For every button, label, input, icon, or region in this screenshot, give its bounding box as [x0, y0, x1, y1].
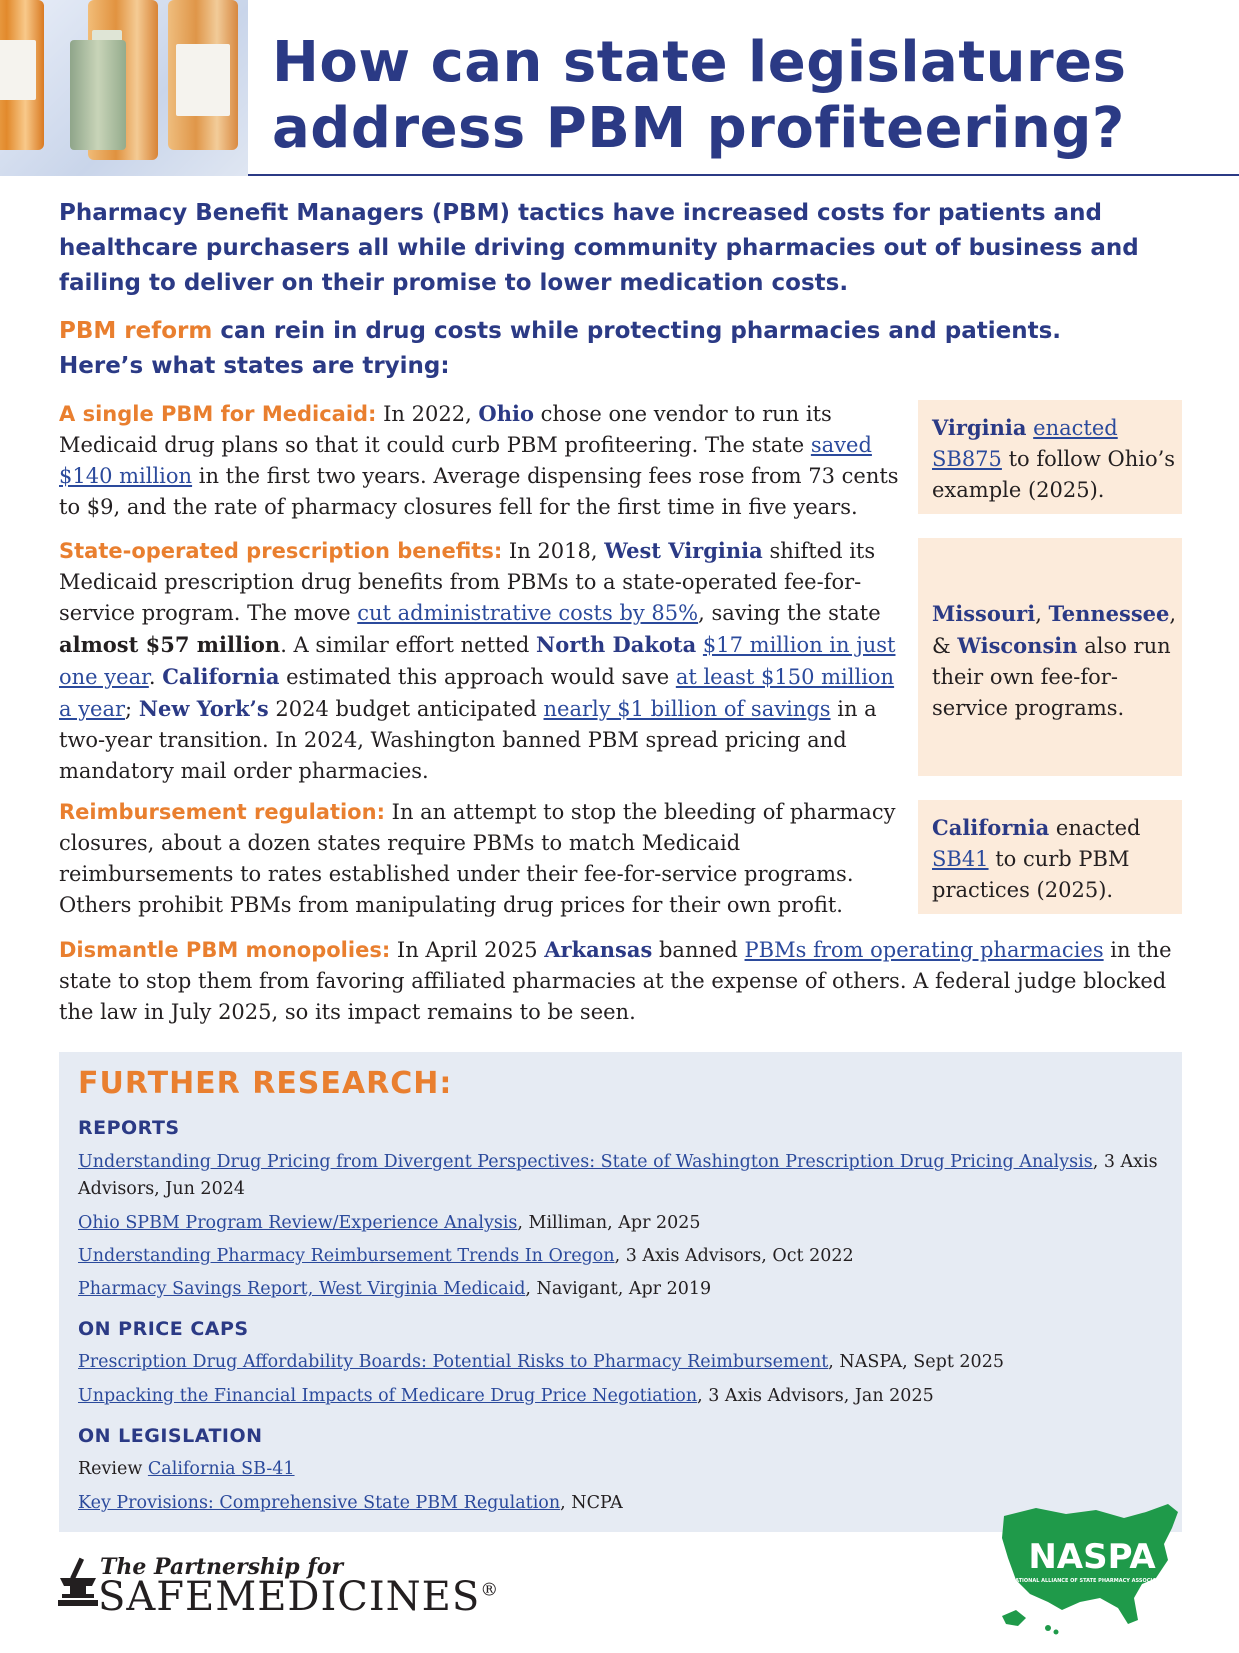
state-name: California [162, 664, 280, 689]
saved-140m-link[interactable]: saved $140 million [59, 433, 872, 488]
sidebar-text: , & [932, 602, 1177, 658]
psm-wordmark: SAFEMEDICINES [98, 1574, 481, 1620]
legislation-source: , NCPA [560, 1493, 623, 1513]
naspa-logo [996, 1498, 1182, 1640]
price-cap-item [78, 1383, 1168, 1410]
legislation-prefix: Review [78, 1459, 148, 1479]
california-savings-link[interactable]: at least $150 million a year [59, 665, 895, 721]
section-text: in a two-year transition. In 2024, Washington banned PBM spread pricing and mandatory mail order pharmacies. [59, 697, 877, 783]
state-name: North Dakota [536, 632, 697, 657]
registered-mark: ® [480, 1579, 500, 1601]
section-lead: A single PBM for Medicaid: [59, 402, 377, 426]
section-text: ; [125, 697, 139, 721]
section-text: In 2018, [502, 539, 605, 563]
section-lead: Reimbursement regulation: [59, 800, 385, 824]
intro-text: Pharmacy Benefit Managers (PBM) tactics have increased costs for patients and healthcare purchasers all while driving community pharmacies out of business and failing to deliver on their promise to lower medication costs. [59, 200, 1139, 296]
reform-line-2: Here’s what states are trying: [59, 353, 450, 379]
reform-lead: PBM reform [59, 318, 213, 344]
section-single-pbm [59, 398, 899, 523]
legislation-link[interactable]: California SB-41 [147, 1459, 295, 1479]
state-name: Ohio [478, 401, 534, 426]
header-image [0, 0, 248, 176]
naspa-subtitle: NATIONAL ALLIANCE OF STATE PHARMACY ASSOCIATIONS [1010, 1578, 1174, 1584]
report-source: , 3 Axis Advisors, Jun 2024 [78, 1152, 1158, 1199]
state-name: Arkansas [544, 937, 653, 962]
section-lead: State-operated prescription benefits: [59, 539, 503, 563]
report-link[interactable]: Understanding Drug Pricing from Divergent Perspectives: State of Washington Prescription Drug Pricing Analysis [78, 1152, 1093, 1172]
section-text: , saving the state [698, 601, 881, 625]
mortar-pestle-icon [58, 1556, 98, 1610]
section-text: In an attempt to stop the bleeding of pharmacy closures, about a dozen states require PBMs to match Medicaid reimbursements to rates established under their fee-for-service programs. Others prohibit PBMs from manipulating drug prices for their own profit. [59, 800, 896, 917]
pbm-operating-pharmacies-link[interactable]: PBMs from operating pharmacies [744, 938, 1104, 962]
sidebar-fee-for-service [918, 538, 1182, 776]
title-line-2: address PBM profiteering? [272, 96, 1125, 161]
reform-text: can rein in drug costs while protecting pharmacies and patients. [212, 318, 1062, 344]
section-state-operated [59, 535, 899, 787]
section-text: banned [652, 938, 745, 962]
section-text: in the state to stop them from favoring affiliated pharmacies at the expense of others. A federal judge blocked the law in July 2025, so its impact remains to be seen. [59, 938, 1172, 1024]
report-link[interactable]: Pharmacy Savings Report, West Virginia Medicaid [78, 1279, 526, 1299]
section-text: In 2022, [376, 402, 479, 426]
section-text [696, 633, 703, 657]
section-text: chose one vendor to run its Medicaid drug plans so that it could curb PBM profiteering. The state [59, 402, 832, 457]
sidebar-text: also run their own fee-for-service programs. [932, 634, 1171, 720]
report-item [78, 1243, 1168, 1270]
sidebar-text: enacted [1049, 816, 1141, 840]
price-cap-source: , NASPA, Sept 2025 [828, 1352, 1004, 1372]
report-source: , Milliman, Apr 2025 [517, 1213, 701, 1233]
naspa-wordmark: NASPA [1028, 1537, 1156, 1577]
price-cap-link[interactable]: Prescription Drug Affordability Boards: Potential Risks to Pharmacy Reimbursement [78, 1352, 829, 1372]
enacted-link[interactable]: enacted [1033, 416, 1118, 440]
sidebar-text: , [1035, 602, 1049, 626]
section-monopolies [59, 934, 1184, 1028]
price-caps-heading: ON PRICE CAPS [78, 1318, 249, 1340]
psm-logo-text [98, 1574, 499, 1620]
state-name: Wisconsin [957, 633, 1078, 658]
further-research-title: FURTHER RESEARCH: [78, 1066, 453, 1101]
report-link[interactable]: Understanding Pharmacy Reimbursement Trends In Oregon [78, 1246, 615, 1266]
price-cap-link[interactable]: Unpacking the Financial Impacts of Medicare Drug Price Negotiation [78, 1386, 698, 1406]
section-text: . [148, 665, 163, 689]
report-item [78, 1149, 1168, 1203]
cut-admin-costs-link[interactable]: cut administrative costs by 85% [357, 601, 699, 625]
psm-tagline: The Partnership for [100, 1554, 344, 1580]
page-title [272, 30, 1212, 162]
sb41-link[interactable]: SB41 [932, 847, 989, 871]
price-cap-source: , 3 Axis Advisors, Jan 2025 [697, 1386, 934, 1406]
state-name: West Virginia [604, 538, 763, 563]
reports-heading: REPORTS [78, 1117, 180, 1139]
report-source: , Navigant, Apr 2019 [525, 1279, 712, 1299]
legislation-heading: ON LEGISLATION [78, 1425, 263, 1447]
header-divider [248, 174, 1239, 176]
state-name: Virginia [932, 415, 1027, 440]
state-name: New York’s [138, 696, 269, 721]
sidebar-virginia [918, 400, 1182, 514]
state-name: Tennessee [1048, 601, 1170, 626]
legislation-item [78, 1456, 1168, 1483]
report-source: , 3 Axis Advisors, Oct 2022 [614, 1246, 854, 1266]
report-item [78, 1276, 1168, 1303]
price-cap-item [78, 1349, 1168, 1376]
legislation-link[interactable]: Key Provisions: Comprehensive State PBM Regulation [78, 1493, 561, 1513]
sidebar-text: to curb PBM practices (2025). [932, 847, 1130, 902]
title-line-1: How can state legislatures [272, 30, 1127, 95]
section-text: in the first two years. Average dispensing fees rose from 73 cents to $9, and the rate of pharmacy closures fell for the first time in five years. [59, 464, 899, 519]
alaska-shape [1002, 1610, 1026, 1626]
report-item [78, 1210, 1168, 1237]
sb875-link[interactable]: SB875 [932, 447, 1002, 471]
section-text: 2024 budget anticipated [268, 697, 544, 721]
north-dakota-savings-link[interactable]: $17 million in just one year [59, 633, 896, 689]
section-text: estimated this approach would save [279, 665, 676, 689]
section-text: shifted its Medicaid prescription drug benefits from PBMs to a state-operated fee-for-service program. The move [59, 539, 876, 625]
section-text: In April 2025 [390, 938, 545, 962]
section-reimbursement [59, 797, 899, 921]
reform-statement [59, 314, 1179, 384]
section-text: . A similar effort netted [280, 633, 536, 657]
sidebar-california [918, 800, 1182, 914]
state-name: Missouri [932, 601, 1036, 626]
new-york-savings-link[interactable]: nearly $1 billion of savings [543, 697, 831, 721]
report-link[interactable]: Ohio SPBM Program Review/Experience Analysis [78, 1213, 518, 1233]
section-lead: Dismantle PBM monopolies: [59, 938, 391, 962]
state-name: California [932, 815, 1050, 840]
savings-bold: almost $57 million [59, 632, 281, 657]
sidebar-text: to follow Ohio’s example (2025). [932, 447, 1176, 502]
